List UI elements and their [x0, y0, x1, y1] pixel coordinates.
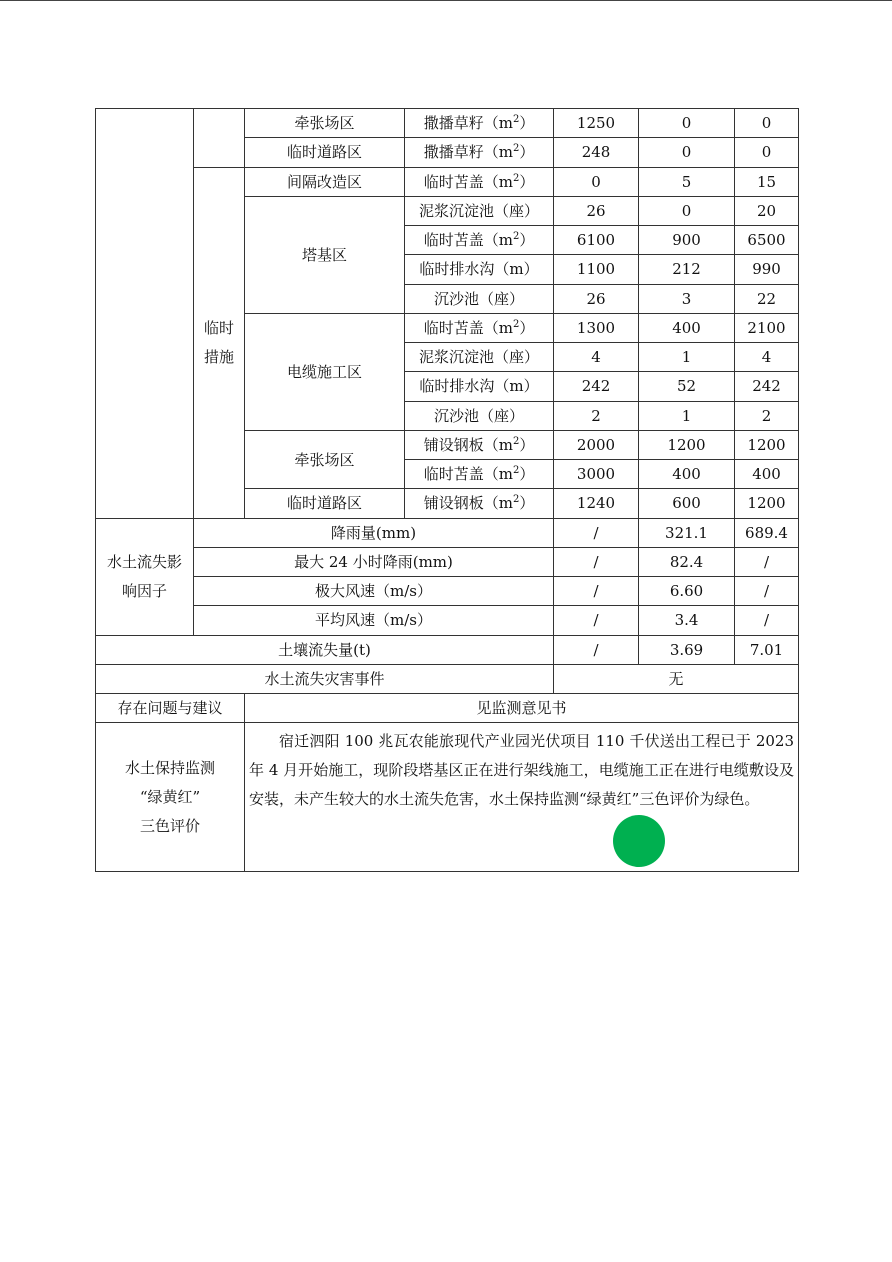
period-value: 52: [639, 372, 735, 401]
area-cell: 间隔改造区: [245, 167, 405, 196]
table-row: [96, 547, 799, 576]
evaluation-text: 宿迁泗阳 100 兆瓦农能旅现代产业园光伏项目 110 千伏送出工程已于 2023 年 4 月开始施工，现阶段塔基区正在进行架线施工，电缆施工正在进行电缆敷设及安装，未产生较大的水土流失危害，水土保持监测“绿黄红”三色评价为绿色。: [249, 732, 795, 809]
period-value: 1: [639, 343, 735, 372]
design-value: 6100: [554, 226, 639, 255]
design-value: 4: [554, 343, 639, 372]
page-top-rule: [0, 0, 892, 1]
cumulative-value: 15: [735, 167, 799, 196]
design-value: 0: [554, 167, 639, 196]
cumulative-value: 7.01: [735, 635, 799, 664]
measure-cell: 泥浆沉淀池（座）: [405, 196, 554, 225]
measure-cell: 铺设钢板$(m^2)$: [405, 430, 554, 459]
disaster-label: 水土流失灾害事件: [96, 664, 554, 693]
disaster-value: 无: [554, 664, 799, 693]
measure-cell: 撒播草籽$(m^2)$: [405, 138, 554, 167]
monitoring-table: [95, 108, 799, 872]
table-row: [96, 664, 799, 693]
green-status-dot: [613, 815, 665, 867]
design-value: 26: [554, 196, 639, 225]
table-row: [96, 518, 799, 547]
table-row: [96, 723, 799, 872]
cumulative-value: 4: [735, 343, 799, 372]
measure-cell: 沉沙池（座）: [405, 284, 554, 313]
measure-cell: 临时苫盖$(m^2)$: [405, 313, 554, 342]
evaluation-text-cell: [245, 723, 799, 872]
period-value: 3: [639, 284, 735, 313]
factor-name: 平均风速（m/s）: [194, 606, 554, 635]
area-cell: 临时道路区: [245, 138, 405, 167]
evaluation-label: 水土保持监测 “绿黄红” 三色评价: [96, 723, 245, 872]
measure-cell: 泥浆沉淀池（座）: [405, 343, 554, 372]
table-row: [96, 606, 799, 635]
design-value: 1250: [554, 109, 639, 138]
design-value: 2000: [554, 430, 639, 459]
cumulative-value: 0: [735, 138, 799, 167]
factor-name: 降雨量(mm): [194, 518, 554, 547]
period-value: 6.60: [639, 577, 735, 606]
period-value: 0: [639, 196, 735, 225]
period-value: 5: [639, 167, 735, 196]
blank-category-cell: [96, 109, 194, 519]
cumulative-value: 0: [735, 109, 799, 138]
cumulative-value: 400: [735, 460, 799, 489]
cumulative-value: 990: [735, 255, 799, 284]
issues-label: 存在问题与建议: [96, 694, 245, 723]
period-value: 400: [639, 313, 735, 342]
area-cell: 塔基区: [245, 196, 405, 313]
measure-cell: 临时苫盖$(m^2)$: [405, 226, 554, 255]
table-row: [96, 167, 799, 196]
period-value: 1: [639, 401, 735, 430]
cumulative-value: 20: [735, 196, 799, 225]
cumulative-value: 242: [735, 372, 799, 401]
design-value: 242: [554, 372, 639, 401]
issues-value: 见监测意见书: [245, 694, 799, 723]
area-cell: 电缆施工区: [245, 313, 405, 430]
measure-cell: 临时苫盖$(m^2)$: [405, 167, 554, 196]
design-value: 248: [554, 138, 639, 167]
cumulative-value: /: [735, 606, 799, 635]
cumulative-value: 2100: [735, 313, 799, 342]
period-value: 1200: [639, 430, 735, 459]
period-value: 900: [639, 226, 735, 255]
factor-name: 极大风速（m/s）: [194, 577, 554, 606]
period-value: 212: [639, 255, 735, 284]
design-value: 1300: [554, 313, 639, 342]
period-value: 0: [639, 138, 735, 167]
area-cell: 牵张场区: [245, 109, 405, 138]
cumulative-value: /: [735, 577, 799, 606]
measure-cell: 撒播草籽$(m^2)$: [405, 109, 554, 138]
measure-cell: 临时排水沟（m）: [405, 255, 554, 284]
period-value: 3.69: [639, 635, 735, 664]
period-value: 0: [639, 109, 735, 138]
blank-subcategory-cell: [194, 109, 245, 168]
period-value: 3.4: [639, 606, 735, 635]
measure-cell: 铺设钢板$(m^2)$: [405, 489, 554, 518]
design-value: /: [554, 606, 639, 635]
cumulative-value: 689.4: [735, 518, 799, 547]
design-value: /: [554, 518, 639, 547]
soil-loss-label: 土壤流失量(t): [96, 635, 554, 664]
category-temporary-measures: 临时措施: [194, 167, 245, 518]
area-cell: 牵张场区: [245, 430, 405, 489]
design-value: /: [554, 635, 639, 664]
design-value: 1100: [554, 255, 639, 284]
design-value: 2: [554, 401, 639, 430]
period-value: 600: [639, 489, 735, 518]
factor-name: 最大 24 小时降雨(mm): [194, 547, 554, 576]
design-value: 3000: [554, 460, 639, 489]
factors-label: 水土流失影响因子: [96, 518, 194, 635]
cumulative-value: 1200: [735, 430, 799, 459]
table-row: [96, 109, 799, 138]
area-cell: 临时道路区: [245, 489, 405, 518]
table-row: [96, 577, 799, 606]
period-value: 321.1: [639, 518, 735, 547]
cumulative-value: /: [735, 547, 799, 576]
table-row: [96, 635, 799, 664]
measure-cell: 临时排水沟（m）: [405, 372, 554, 401]
design-value: 1240: [554, 489, 639, 518]
cumulative-value: 22: [735, 284, 799, 313]
design-value: /: [554, 577, 639, 606]
table-row: [96, 694, 799, 723]
measure-cell: 临时苫盖$(m^2)$: [405, 460, 554, 489]
measure-cell: 沉沙池（座）: [405, 401, 554, 430]
cumulative-value: 6500: [735, 226, 799, 255]
period-value: 82.4: [639, 547, 735, 576]
cumulative-value: 2: [735, 401, 799, 430]
design-value: 26: [554, 284, 639, 313]
cumulative-value: 1200: [735, 489, 799, 518]
design-value: /: [554, 547, 639, 576]
period-value: 400: [639, 460, 735, 489]
